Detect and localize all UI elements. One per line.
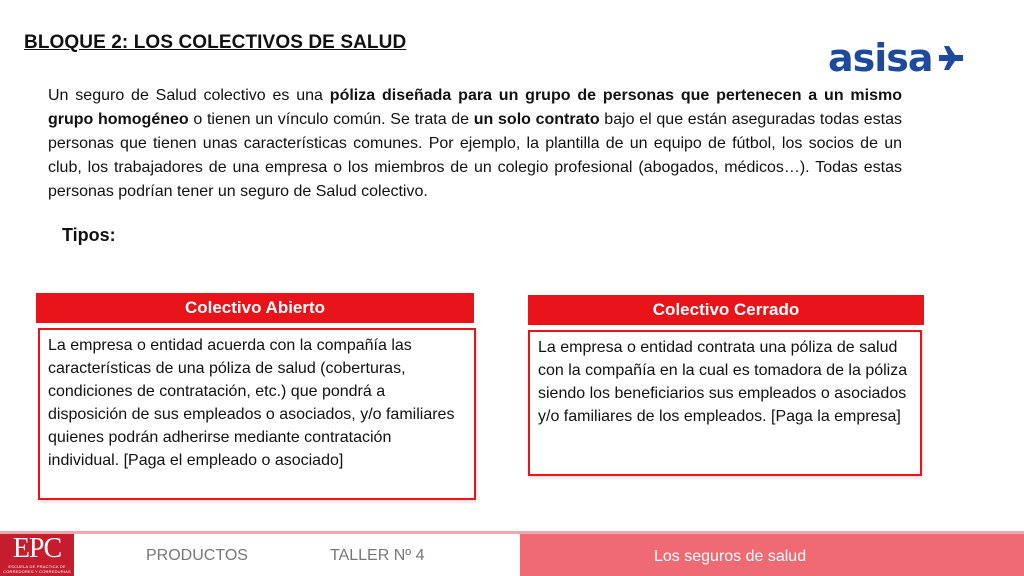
intro-paragraph bbox=[48, 84, 902, 204]
intro-text-1: Un seguro de Salud colectivo es una bbox=[48, 87, 330, 104]
footer-topic-panel bbox=[520, 534, 1024, 576]
intro-bold-1: póliza diseñada para un grupo de personas que pertenecen a un mismo grupo homogéneo bbox=[48, 87, 902, 128]
intro-text-3: bajo el que están aseguradas todas estas personas que tienen unas características comunes. Por ejemplo, la plantilla de un equipo de fútbol, los socios de un club, los trabajadores de una empresa o los miembros de un colegio profesional (abogados, médicos…). Todas estas personas podrían tener un seguro de Salud colectivo. bbox=[48, 111, 903, 200]
footer-left-panel bbox=[74, 534, 520, 576]
asisa-plane-icon bbox=[935, 43, 965, 73]
intro-bold-2: un solo contrato bbox=[473, 111, 600, 128]
epc-logo bbox=[0, 534, 74, 576]
tipos-label: Tipos: bbox=[62, 225, 116, 245]
slide-title: BLOQUE 2: LOS COLECTIVOS DE SALUD bbox=[24, 32, 407, 53]
epc-logo-text: EPC bbox=[12, 533, 62, 564]
closed-collective-header: Colectivo Cerrado bbox=[528, 295, 924, 325]
logo-text: asisa bbox=[828, 36, 933, 80]
open-collective-header: Colectivo Abierto bbox=[36, 293, 474, 323]
asisa-logo bbox=[828, 38, 988, 78]
epc-logo-subtitle: ESCUELA DE PRACTICA DE CORREDORES Y CORREDURIAS bbox=[3, 564, 71, 574]
footer-topic: Los seguros de salud bbox=[654, 548, 807, 565]
footer-productos: PRODUCTOS bbox=[146, 547, 248, 564]
footer-bar bbox=[0, 531, 1024, 576]
closed-collective-description: La empresa o entidad contrata una póliza de salud con la compañía en la cual es tomadora de la póliza siendo los beneficiarios sus empleados o asociados y/o familiares de los empleados. [Paga la empresa] bbox=[528, 330, 922, 476]
intro-text-2: o tienen un vínculo común. Se trata de bbox=[188, 111, 474, 128]
open-collective-description: La empresa o entidad acuerda con la compañía las características de una póliza de salud (coberturas, condiciones de contratación, etc.) que pondrá a disposición de sus empleados o asociados, y/o familiares quienes podrán adherirse mediante contratación individual. [Paga el empleado o asociado] bbox=[38, 328, 476, 500]
footer-taller: TALLER Nº 4 bbox=[330, 547, 425, 564]
